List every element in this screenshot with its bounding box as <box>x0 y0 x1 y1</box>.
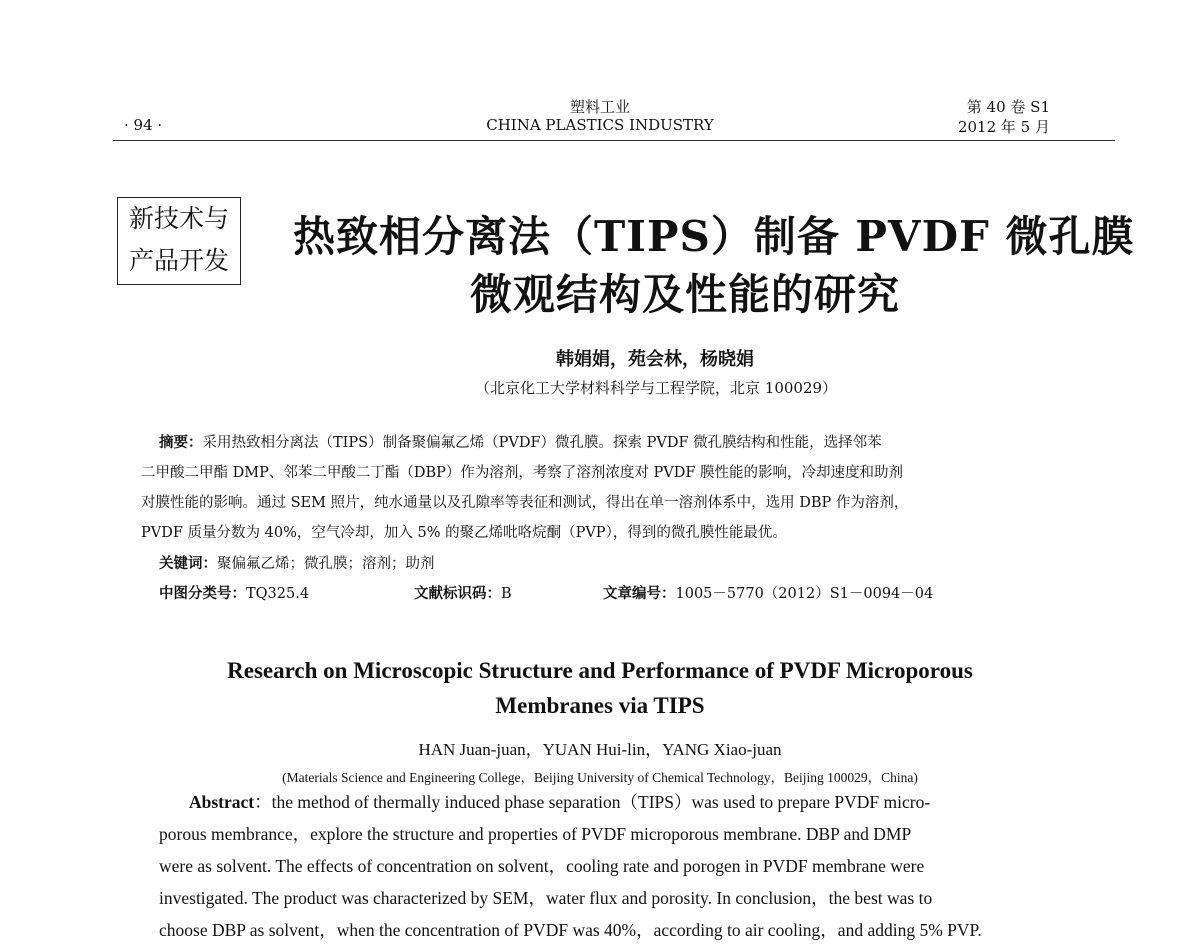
abstract-cn-line: 摘要：采用热致相分离法（TIPS）制备聚偏氟乙烯（PVDF）微孔膜。探索 PVDF 微孔膜结构和性能，选择邻苯 <box>159 434 882 451</box>
abstract-en-line: choose DBP as solvent，when the concentration of PVDF was 40%，according to air cooling，and adding 5% PVP. <box>159 920 982 940</box>
abstract-cn <box>159 428 1119 458</box>
keywords-cn <box>159 549 435 579</box>
journal-name-en: CHINA PLASTICS INDUSTRY <box>486 116 714 134</box>
section-label-line: 产品开发 <box>128 246 229 275</box>
journal-name-cn: 塑料工业 <box>569 98 630 116</box>
header-rule <box>113 140 1115 141</box>
abstract-cn-line: 二甲酸二甲酯 DMP、邻苯二甲酸二丁酯（DBP）作为溶剂，考察了溶剂浓度对 PVDF 膜性能的影响，冷却速度和助剂 <box>141 465 904 481</box>
keywords-label: 关键词： <box>159 555 217 572</box>
authors-en: HAN Juan-juan，YUAN Hui-lin，YANG Xiao-juan <box>418 740 782 759</box>
abstract-cn-line: PVDF 质量分数为 40%，空气冷却，加入 5% 的聚乙烯吡咯烷酮（PVP），得到的微孔膜性能最优。 <box>141 525 787 541</box>
document-code: 文献标识码：B <box>414 585 512 602</box>
section-label-line: 新技术与 <box>128 204 229 233</box>
section-label-box <box>117 197 241 285</box>
abstract-en-line: porous membrance，explore the structure and properties of PVDF microporous membrane. DBP and DMP <box>159 824 912 844</box>
abstract-cn-line: 对膜性能的影响。通过 SEM 照片，纯水通量以及孔隙率等表征和测试，得出在单一溶剂体系中，选用 DBP 作为溶剂， <box>141 495 909 511</box>
paper-title-cn-line2: 微观结构及性能的研究 <box>470 270 901 319</box>
clc-number: 中图分类号：TQ325.4 <box>159 585 310 602</box>
page-number: · 94 · <box>124 116 163 134</box>
abstract-en-label: Abstract <box>189 792 255 812</box>
abstract-en-line: Abstract：the method of thermally induced phase separation（TIPS）was used to prepare PVDF micro- <box>189 792 931 812</box>
affiliation-en: (Materials Science and Engineering College，Beijing University of Chemical Technology，Beijing 100029，China) <box>282 770 918 785</box>
paper-title-cn-line1: 热致相分离法（TIPS）制备 PVDF 微孔膜 <box>293 212 1135 261</box>
abstract-cn-label: 摘要： <box>159 434 203 451</box>
abstract-en-line: investigated. The product was characterized by SEM，water flux and porosity. In conclusion，the best was to <box>159 888 933 908</box>
authors-cn: 韩娟娟，苑会林，杨晓娟 <box>556 349 754 370</box>
affiliation-cn: （北京化工大学材料科学与工程学院，北京 100029） <box>475 379 838 397</box>
abstract-en-line: were as solvent. The effects of concentration on solvent，cooling rate and porogen in PVDF membrane were <box>159 856 925 876</box>
volume-label: 第 40 卷 S1 <box>966 98 1050 116</box>
paper-title-en-line2: Membranes via TIPS <box>495 693 705 718</box>
article-number: 文章编号：1005－5770（2012）S1－0094－04 <box>603 585 934 602</box>
issue-date: 2012 年 5 月 <box>957 118 1050 136</box>
paper-title-en-line1: Research on Microscopic Structure and Performance of PVDF Microporous <box>227 658 973 683</box>
keywords-value: 聚偏氟乙烯；微孔膜；溶剂；助剂 <box>217 556 435 572</box>
